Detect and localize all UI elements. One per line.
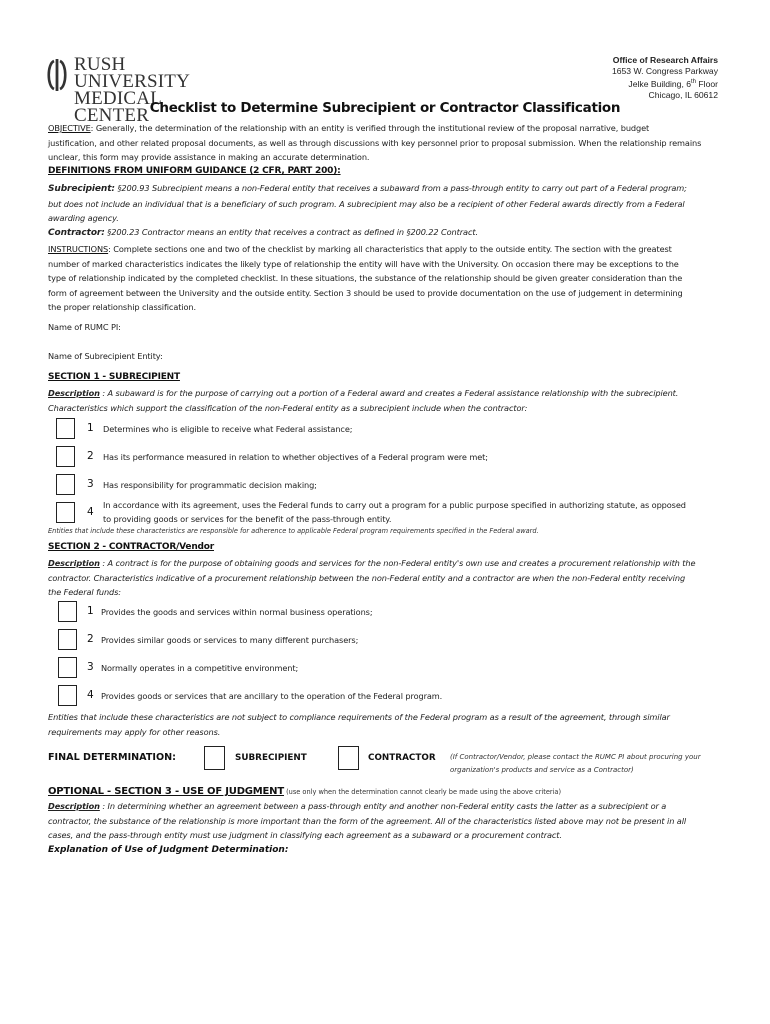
section2-checkbox-4[interactable] [58,685,77,706]
section2-note: Entities that include these characteristics are not subject to compliance requirements of the Federal program as a result of the agreement, through similar requirements may apply for other reasons. [48,712,670,737]
section2-checkbox-1[interactable] [58,601,77,622]
section2-item-2-number: 2 [87,633,94,645]
subrecipient-checkbox[interactable] [204,746,225,770]
address-line1: 1653 W. Congress Parkway [611,66,718,76]
address-line3: Chicago, IL 60612 [648,89,718,100]
section2-item-4-number: 4 [87,689,94,701]
section3-heading-row [48,781,561,799]
contractor-note: (If Contractor/Vendor, please contact the RUMC PI about procuring your organization's products and service as a Contractor) [450,753,701,774]
section1-item-1-text: Determines who is eligible to receive what Federal assistance; [103,424,353,434]
section3-description: Description : In determining whether an agreement between a pass-through entity and another non-Federal entity casts the latter as a subrecipient or a contractor, the substance of the relationship is more important than the form of the agreement. All of the characteristics listed above may not be present in all cases, and the pass-through entity must use judgment in classifying each agreement as a subaward or a procurement contract. [48,801,687,841]
section3-heading: OPTIONAL - SECTION 3 - USE OF JUDGMENT [48,786,284,797]
section2-heading: SECTION 2 - CONTRACTOR/Vendor [48,542,214,552]
page-title: Checklist to Determine Subrecipient or Contractor Classification [149,100,621,116]
rumc-pi-field-label: Name of RUMC PI: [48,322,121,332]
section2-checkbox-3[interactable] [58,657,77,678]
contractor-checkbox[interactable] [338,746,359,770]
section2-item-3-text: Normally operates in a competitive environment; [101,663,299,673]
section1-heading: SECTION 1 - SUBRECIPIENT [48,372,180,382]
section1-note: Entities that include these characteristics are responsible for adherence to applicable Federal program requirements specified in the Federal award. [48,527,539,535]
contractor-option-label: CONTRACTOR [368,753,436,763]
office-name: Office of Research Affairs [612,55,718,65]
definitions-heading: DEFINITIONS FROM UNIFORM GUIDANCE (2 CFR, PART 200): [48,166,341,176]
section2-item-3-number: 3 [87,661,94,673]
section1-item-1-number: 1 [87,422,94,434]
section1-checkbox-4[interactable] [56,502,75,523]
office-address [612,55,718,101]
section2-item-2-text: Provides similar goods or services to many different purchasers; [101,635,359,645]
section1-item-3-text: Has responsibility for programmatic decision making; [103,480,317,490]
section2-checkbox-2[interactable] [58,629,77,650]
subrecipient-definition: Subrecipient: §200.93 Subrecipient means a non-Federal entity that receives a subaward from a pass-through entity to carry out part of a Federal program; but does not include an individual that is a beneficiary of such program. A subrecipient may also be a recipient of other Federal awards directly from a Federal awarding agency. [48,183,687,224]
section2-item-4-text: Provides goods or services that are ancillary to the operation of the Federal program. [101,691,443,701]
explanation-label: Explanation of Use of Judgment Determination: [48,845,289,855]
section1-checkbox-3[interactable] [56,474,75,495]
section2-description: Description : A contract is for the purpose of obtaining goods and services for the non-Federal entity's own use and creates a procurement relationship with the contractor. Characteristics indicative of a procurement relationship between the non-Federal entity and a contractor are when the non-Federal entity receiving the Federal funds: [48,558,696,598]
instructions-label: INSTRUCTIONS [48,244,109,254]
contractor-def-label: Contractor: [48,228,105,238]
rush-logo-icon [46,58,68,92]
section1-item-2-text: Has its performance measured in relation to whether objectives of a Federal program were met; [103,452,488,462]
subrecipient-option-label: SUBRECIPIENT [235,753,307,763]
final-determination-label: FINAL DETERMINATION: [48,752,176,763]
section1-checkbox-1[interactable] [56,418,75,439]
subrecipient-def-label: Subrecipient: [48,184,115,194]
section3-desc-label: Description [48,801,100,811]
section1-desc-label: Description [48,388,100,398]
section1-item-3-number: 3 [87,478,94,490]
instructions-paragraph: INSTRUCTIONS: Complete sections one and two of the checklist by marking all characteristics that apply to the outside entity. The section with the greatest number of marked characteristics indicates the likely type of relationship the entity will have with the University. On occasion there may be exceptions to the type of relationship indicated by the completed checklist. In these situations, the substance of the relationship should be given greater consideration than the form of agreement between the University and the outside entity. Section 3 should be used to provide documentation on the use of judgement in determining the proper relationship classification. [48,244,683,313]
subrecipient-entity-field-label: Name of Subrecipient Entity: [48,351,163,361]
section2-desc-label: Description [48,558,100,568]
section1-item-4-number: 4 [87,506,94,518]
section1-checkbox-2[interactable] [56,446,75,467]
section1-item-2-number: 2 [87,450,94,462]
section1-description: Description : A subaward is for the purpose of carrying out a portion of a Federal award and creates a Federal assistance relationship with the subrecipient. Characteristics which support the classification of the non-Federal entity as a subrecipient include when the contractor: [48,388,679,413]
section2-item-1-number: 1 [87,605,94,617]
section3-heading-note: (use only when the determination cannot clearly be made using the above criteria) [283,788,562,796]
objective-label: OBJECTIVE [48,123,91,133]
rush-logo [46,54,216,126]
contractor-definition: Contractor: §200.23 Contractor means an entity that receives a contract as defined in §200.22 Contract. [48,227,478,238]
logo-line2: MEDICAL CENTER [74,88,162,126]
section2-item-1-text: Provides the goods and services within normal business operations; [101,607,373,617]
section1-item-4-text: In accordance with its agreement, uses the Federal funds to carry out a program for a public purpose specified in authorizing statute, as opposed to providing goods or services for the benefit of the pass-through entity. [103,500,686,524]
logo-line1: RUSH UNIVERSITY [74,54,190,92]
objective-paragraph: OBJECTIVE: Generally, the determination of the relationship with an entity is verified through the institutional review of the proposal narrative, budget justification, and other related proposal documents, as well as through discussions with key personnel prior to proposal submission. When the relationship remains unclear, this form may provide assistance in making an accurate determination. [48,123,702,163]
address-line2: Jelke Building, 6th Floor [628,78,718,89]
